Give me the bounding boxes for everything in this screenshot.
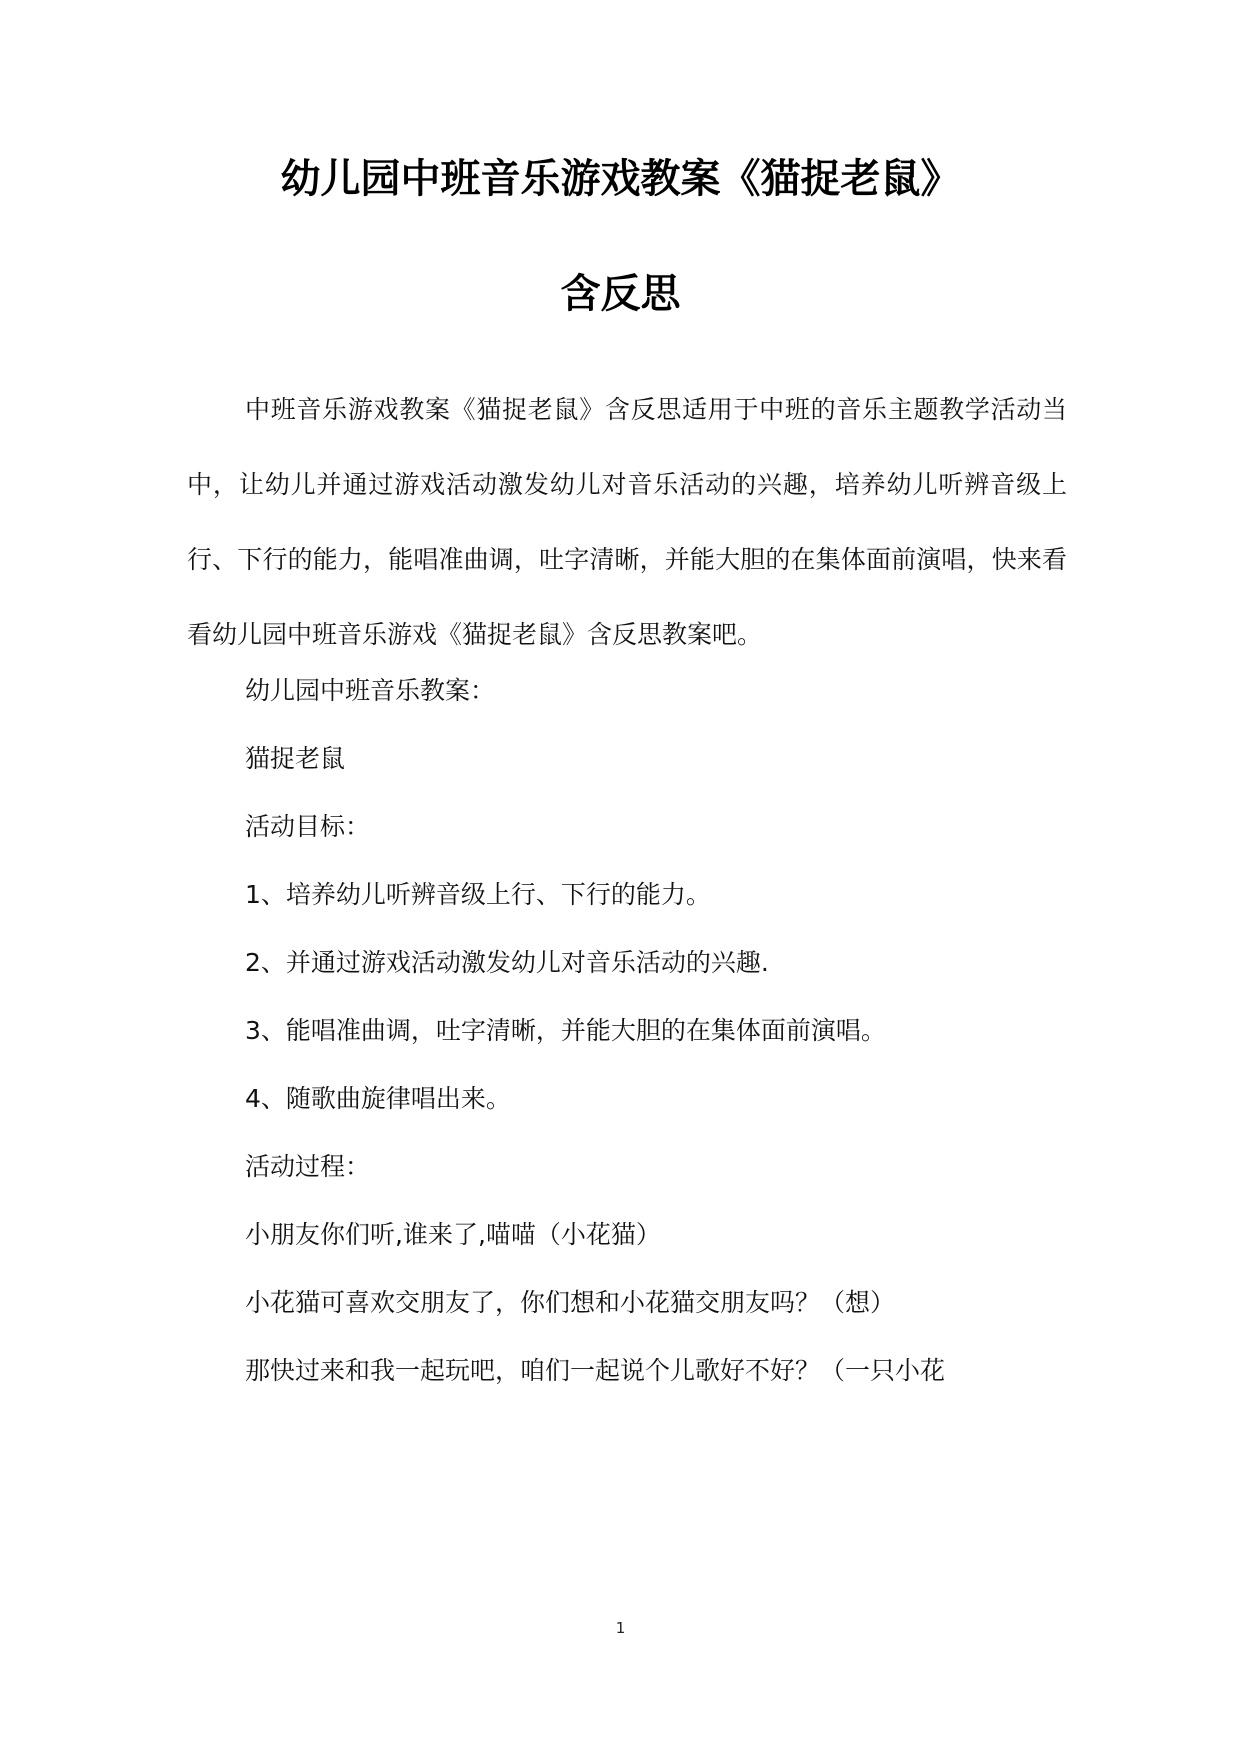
process-line-3: 那快过来和我一起玩吧，咱们一起说个儿歌好不好？（一只小花 [245,1356,946,1385]
process-line-2: 小花猫可喜欢交朋友了，你们想和小花猫交朋友吗？（想） [245,1288,896,1317]
goal-item-3: 3、能唱准曲调，吐字清晰，并能大胆的在集体面前演唱。 [245,1016,886,1045]
intro-paragraph: 中班音乐游戏教案《猫捉老鼠》含反思适用于中班的音乐主题教学活动当中，让幼儿并通过游戏活动激发幼儿对音乐活动的兴趣，培养幼儿听辨音级上行、下行的能力，能唱准曲调，吐字清晰，并能大胆的在集体面前演唱，快来看看幼儿园中班音乐游戏《猫捉老鼠》含反思教案吧。 [187,395,1067,649]
goal-item-4: 4、随歌曲旋律唱出来。 [245,1084,511,1113]
section-heading-goals: 活动目标： [245,812,371,841]
document-title-line-1: 幼儿园中班音乐游戏教案《猫捉老鼠》 [280,156,961,202]
section-heading-process: 活动过程： [245,1152,371,1181]
process-line-1: 小朋友你们听,谁来了,喵喵（小花猫） [245,1220,661,1249]
lesson-name: 猫捉老鼠 [245,744,346,773]
page-number: 1 [615,1619,626,1637]
goal-item-2: 2、并通过游戏活动激发幼儿对音乐活动的兴趣. [245,948,769,977]
goal-item-1: 1、培养幼儿听辨音级上行、下行的能力。 [245,880,711,909]
document-title-line-2: 含反思 [560,271,681,317]
section-heading-lesson-plan: 幼儿园中班音乐教案： [245,676,496,705]
